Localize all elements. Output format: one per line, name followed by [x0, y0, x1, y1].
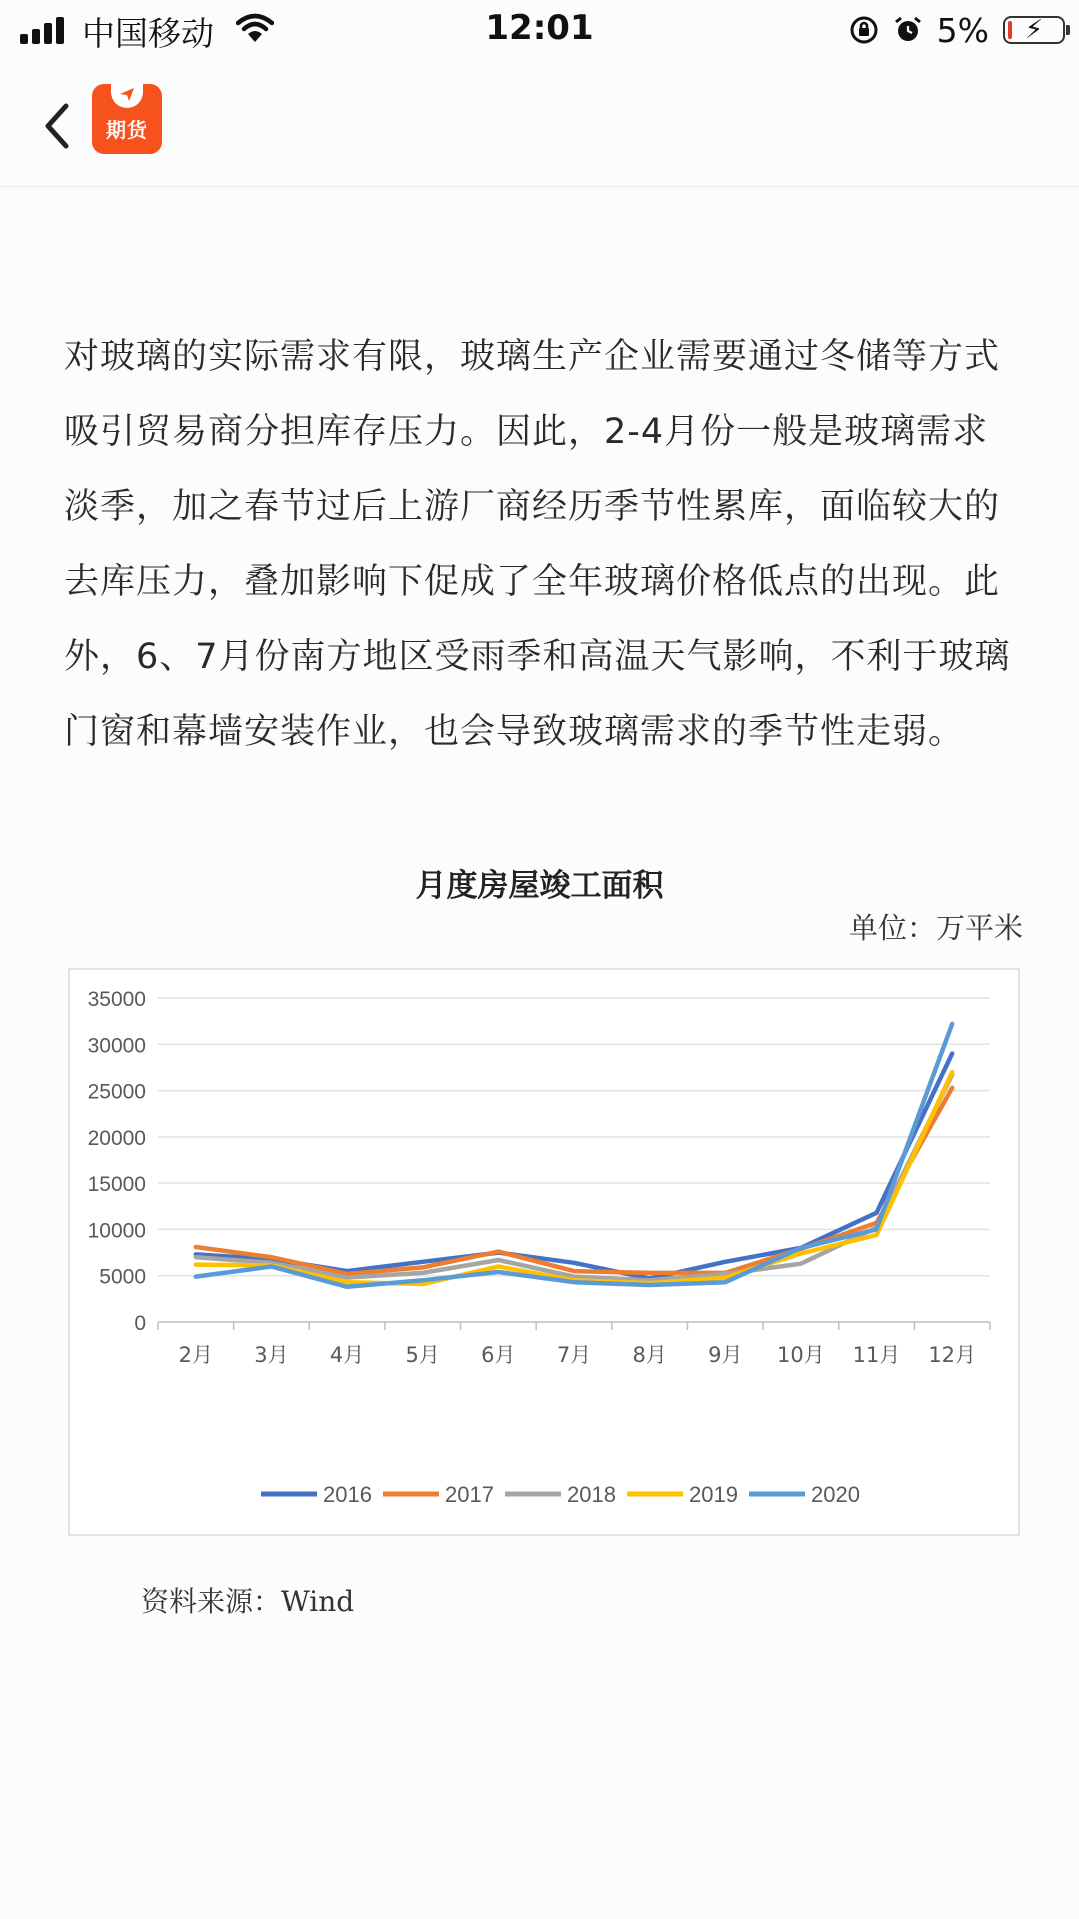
- x-tick-label: 8月: [632, 1343, 667, 1367]
- orientation-lock-icon: [849, 15, 879, 45]
- x-tick-label: 11月: [852, 1343, 901, 1367]
- x-tick-label: 6月: [481, 1343, 516, 1367]
- legend-item-2020: [749, 1482, 860, 1507]
- legend-item-2016: [261, 1482, 372, 1507]
- nav-bar: [0, 62, 1079, 187]
- legend-item-2017: [383, 1482, 494, 1507]
- series-line-2019: [196, 1072, 952, 1284]
- x-tick-label: 2月: [178, 1343, 214, 1367]
- legend-label: 2017: [445, 1482, 494, 1507]
- legend-label: 2018: [567, 1482, 616, 1507]
- y-tick-label: 25000: [87, 1080, 146, 1104]
- logo-text: 期货: [106, 118, 148, 142]
- y-tick-label: 30000: [87, 1034, 146, 1058]
- carrier-name: 中国移动: [82, 14, 214, 53]
- status-bar: [0, 0, 1079, 62]
- x-tick-label: 12月: [928, 1343, 977, 1367]
- paper-plane-icon: [119, 86, 135, 102]
- legend-label: 2019: [689, 1482, 738, 1507]
- legend-item-2019: [627, 1482, 738, 1507]
- y-tick-label: 35000: [87, 988, 146, 1011]
- x-tick-label: 5月: [405, 1343, 440, 1367]
- alarm-icon: [893, 15, 923, 45]
- x-tick-label: 10月: [777, 1343, 825, 1367]
- y-tick-label: 15000: [87, 1173, 146, 1197]
- y-tick-label: 20000: [87, 1126, 146, 1150]
- data-source: 资料来源：Wind: [141, 1585, 355, 1618]
- x-tick-label: 7月: [556, 1343, 592, 1367]
- battery-icon: ⚡: [1003, 16, 1065, 44]
- chart-unit: 单位：万平米: [848, 911, 1023, 945]
- app-logo[interactable]: [92, 84, 162, 154]
- x-tick-label: 9月: [708, 1343, 743, 1367]
- legend-item-2018: [505, 1482, 616, 1507]
- x-tick-label: 3月: [254, 1343, 289, 1367]
- back-button[interactable]: [40, 98, 80, 154]
- y-tick-label: 5000: [99, 1265, 146, 1289]
- line-chart: [68, 968, 1020, 1536]
- x-tick-label: 4月: [329, 1343, 365, 1367]
- y-tick-label: 10000: [87, 1219, 146, 1243]
- article-body: [64, 320, 1024, 770]
- chevron-left-icon: [40, 98, 80, 154]
- y-tick-label: 0: [134, 1312, 146, 1335]
- battery-percent: 5%: [936, 10, 989, 50]
- chart-title: 月度房屋竣工面积: [415, 868, 664, 904]
- legend-label: 2020: [811, 1482, 860, 1507]
- clock: 12:01: [485, 8, 594, 48]
- article-paragraph: 对玻璃的实际需求有限，玻璃生产企业需要通过冬储等方式吸引贸易商分担库存压力。因此，2-4月份一般是玻璃需求淡季，加之春节过后上游厂商经历季节性累库，面临较大的去库压力，叠加影响下促成了全年玻璃价格低点的出现。此外，6、7月份南方地区受雨季和高温天气影响，不利于玻璃门窗和幕墙安装作业，也会导致玻璃需求的季节性走弱。: [64, 337, 1011, 752]
- legend-label: 2016: [323, 1482, 372, 1507]
- series-line-2018: [196, 1075, 952, 1281]
